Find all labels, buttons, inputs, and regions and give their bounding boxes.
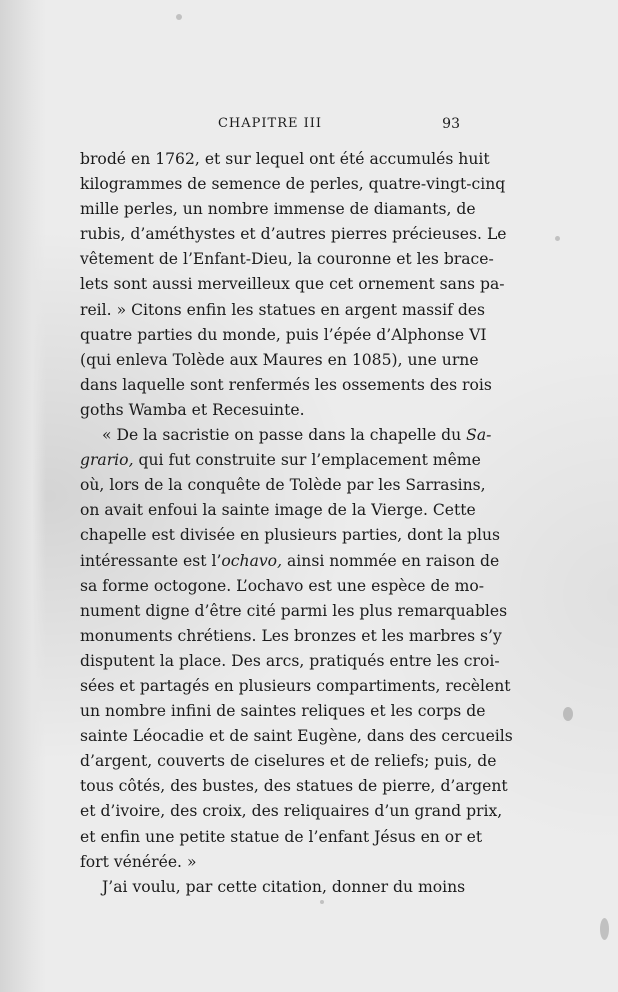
page-gutter-shadow [0, 0, 46, 992]
text-line [80, 197, 476, 222]
text-segment: intéressante est l’ [80, 551, 222, 570]
text-segment: monuments chrétiens. Les bronzes et les marbres s’y [80, 626, 502, 645]
text-line [80, 624, 502, 649]
text-line [80, 473, 486, 498]
text-segment: brodé en 1762, et sur lequel ont été accumulés huit [80, 150, 490, 168]
text-segment: mille perles, un nombre immense de diamants, de [80, 200, 476, 219]
text-segment: dans laquelle sont renfermés les ossements des rois [80, 375, 492, 394]
text-line [80, 398, 460, 423]
text-segment: (qui enleva Tolède aux Maures en 1085), une urne [80, 350, 479, 369]
text-segment: et enfin une petite statue de l’enfant Jésus en or et [80, 827, 483, 846]
text-segment: chapelle est divisée en plusieurs parties, dont la plus [80, 526, 501, 545]
text-line [80, 875, 466, 900]
text-line [80, 298, 486, 323]
text-line [80, 574, 485, 599]
italic-text: grario, [80, 451, 134, 470]
text-segment: disputent la place. Des arcs, pratiqués entre les croi- [80, 651, 500, 670]
italic-text: Sa- [466, 426, 492, 445]
text-segment: J’ai voulu, par cette citation, donner du moins [102, 877, 466, 896]
page-number: 93 [442, 116, 460, 132]
text-segment: fort vénérée. » [80, 852, 197, 871]
text-line [80, 699, 486, 724]
text-line [80, 649, 500, 674]
text-segment: nument digne d’être cité parmi les plus remarquables [80, 601, 508, 620]
text-segment: « De la sacristie on passe dans la chapelle du [102, 426, 467, 445]
chapter-title: CHAPITRE III [217, 116, 323, 131]
text-line [80, 423, 492, 448]
text-line [80, 674, 511, 699]
text-line [80, 147, 490, 172]
text-line [80, 172, 506, 197]
text-segment: quatre parties du monde, puis l’épée d’Alphonse VI [80, 325, 487, 344]
text-segment: et d’ivoire, des croix, des reliquaires d’un grand prix, [80, 802, 503, 821]
text-line [80, 774, 508, 799]
text-segment: on avait enfoui la sainte image de la Vierge. Cette [80, 501, 476, 520]
text-line [80, 323, 487, 348]
text-segment: rubis, d’améthystes et d’autres pierres précieuses. Le [80, 225, 507, 244]
scan-speck [176, 14, 182, 20]
text-segment: vêtement de l’Enfant-Dieu, la couronne et les brace- [80, 250, 494, 269]
text-line [80, 825, 483, 850]
text-segment: un nombre infini de saintes reliques et les corps de [80, 702, 486, 721]
body-text [80, 147, 513, 900]
text-line [80, 850, 460, 875]
text-line [80, 724, 513, 749]
scan-speck [555, 236, 560, 241]
text-segment: tous côtés, des bustes, des statues de pierre, d’argent [80, 777, 508, 796]
text-line [80, 498, 476, 523]
text-line [80, 799, 503, 824]
italic-text: ochavo, [221, 551, 283, 570]
text-segment: sées et partagés en plusieurs compartiments, recèlent [80, 676, 511, 695]
text-segment: ainsi nommée en raison de [282, 551, 500, 570]
text-segment: reil. » Citons enfin les statues en argent massif des [80, 300, 486, 319]
text-segment: goths Wamba et Recesuinte. [80, 400, 305, 419]
running-header [80, 116, 460, 136]
text-segment: kilogrammes de semence de perles, quatre-vingt-cinq [80, 175, 506, 194]
text-line [80, 599, 508, 624]
text-segment: où, lors de la conquête de Tolède par les Sarrasins, [80, 476, 486, 495]
text-line [80, 272, 505, 297]
scan-speck [563, 707, 573, 721]
text-line [80, 448, 481, 473]
text-segment: qui fut construite sur l’emplacement même [133, 451, 481, 470]
scan-speck [320, 900, 324, 904]
text-line [80, 348, 479, 373]
scan-speck [600, 918, 609, 940]
text-line [80, 549, 500, 574]
text-line [80, 523, 501, 548]
text-segment: sainte Léocadie et de saint Eugène, dans des cercueils [80, 727, 513, 746]
text-segment: lets sont aussi merveilleux que cet ornement sans pa- [80, 275, 505, 294]
text-line [80, 373, 492, 398]
text-segment: d’argent, couverts de ciselures et de reliefs; puis, de [80, 752, 497, 771]
text-line [80, 749, 497, 774]
text-line [80, 247, 494, 272]
text-segment: sa forme octogone. L’ochavo est une espèce de mo- [80, 576, 485, 595]
text-line [80, 222, 507, 247]
